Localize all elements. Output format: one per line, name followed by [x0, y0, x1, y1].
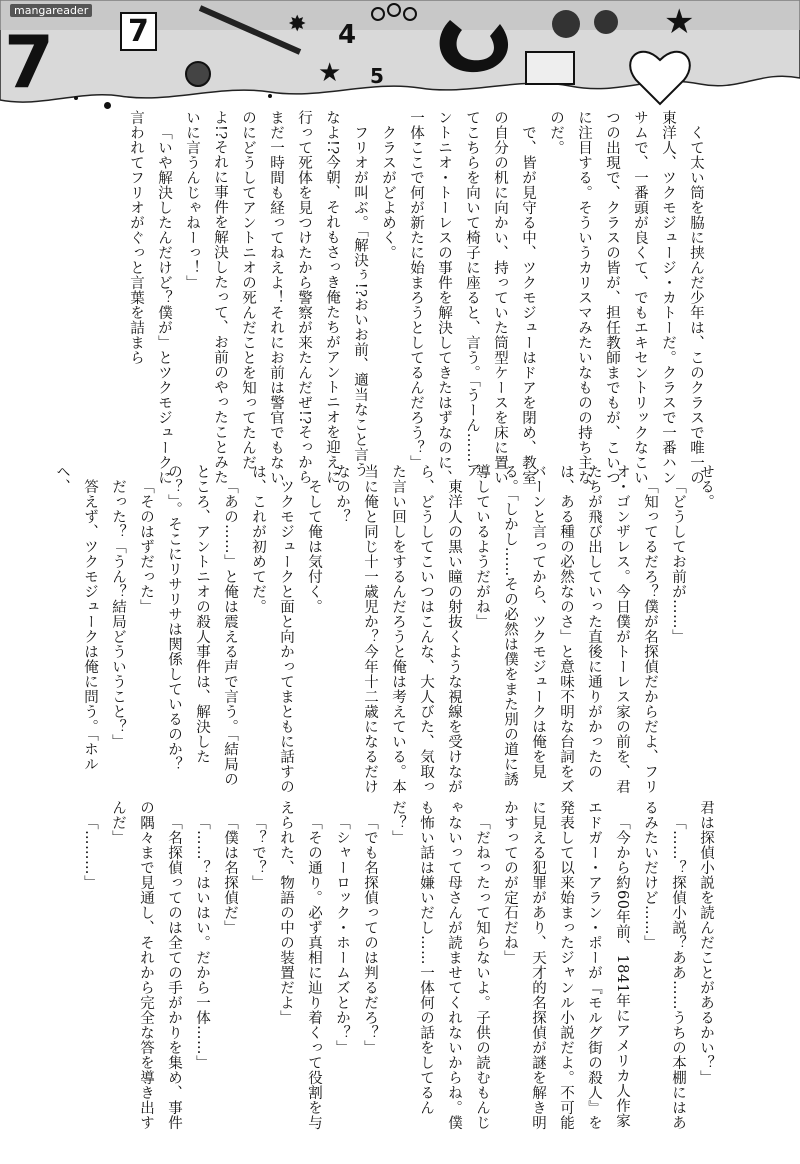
paragraph: 君は探偵小説を読んだことがあるかい？」 — [698, 800, 714, 1085]
text-section-1 — [60, 110, 710, 488]
paragraph: 「……？探偵小説？ああ……うちの本棚にはあるみたいだけど……」 — [642, 800, 686, 1130]
boxed-number: 7 — [120, 12, 157, 51]
star-icon: ★ — [318, 58, 342, 88]
paragraph: 「その通り。必ず真相に辿り着くって役割を与えられた、物語の中の装置だよ」 — [278, 800, 322, 1130]
decorative-banner — [0, 0, 800, 112]
paragraph: 「シャーロック・ホームズとか？」 — [334, 814, 350, 1055]
monitor-shape — [526, 52, 574, 84]
paragraph: くて太い筒を脇に挟んだ少年は、このクラスで唯一の東洋人、ツクモジュージ・カトーだ。クラスで一番ハンサムで、一番頭が良くて、でもエキセントリックなこいつの出現で、クラスの皆が、担任教師までもが、こいつに注目する。そういうカリスマみたいなものの持ち主なのだ。 — [548, 110, 704, 485]
paragraph: 「名探偵ってのは全ての手がかりを集め、事件の隅々まで見通し、それから完全な答を導き出すんだ」 — [110, 800, 182, 1130]
big-number: 7 — [4, 20, 55, 104]
paragraph: 「今から約60年前、1841年にアメリカ人作家エドガー・アラン・ポーが『モルグ街の殺人』を発表して以来始まったジャンル小説だよ。不可能に見える犯罪があり、天才的名探偵が謎を解き明かすってのが定石だね」 — [502, 800, 630, 1130]
paragraph: 「だねったって知らないよ。子供の読むもんじゃないって母さんが読ませてくれないからね。僕も怖い話は嫌いだし……一体何の話をしてるんだ？」 — [390, 800, 490, 1130]
paragraph: 「知ってるだろ？僕が名探偵だからだよ、フリオ・ゴンザレス。今日僕がトーレス家の前を、君たちが飛び出していった直後に通りがかったのは、ある種の必然なのさ」と意味不明な台詞をズバーンと言ってから、ツクモジュークは俺を見る。「しかし……その必然は僕をまた別の道に誘導しているようだがね」 — [474, 464, 658, 794]
paragraph: 「？で？」 — [250, 814, 266, 890]
paragraph: 「どうしてお前が……」 — [670, 478, 686, 644]
paragraph: せる。 — [698, 464, 714, 509]
dot-decoration — [268, 94, 272, 98]
star-outline-icon: ★ — [664, 2, 695, 42]
heart-shape — [630, 52, 690, 104]
paragraph: 答えず、ツクモジュークは俺に問う。「ホルヘ、 — [54, 464, 98, 772]
sparkle-icon: ✸ — [288, 12, 307, 37]
paragraph: 「いや解決したんだけど？僕が」とツクモジュークに言われてフリオがぐっと言葉を詰まら — [128, 110, 172, 485]
paragraph: で、皆が見守る中、ツクモジューはドアを閉め、教室の自分の机に向かい、持っていた筒型ケースを床に置いてこちらを向いて椅子に座ると、言う。「うーん……アントニオ・トーレスの事件を解決してきたはずなのに、一体ここで何が新たに始まろうとしてるんだろう？」 — [408, 110, 536, 485]
paragraph: ツクモジュークと面と向かってまともに話すのは、これが初めてだ。 — [250, 464, 294, 794]
paragraph: だった？「うん？結局どういうこと？」 — [110, 478, 126, 749]
number-four: 4 — [338, 20, 357, 50]
paragraph: フリオが叫ぶ。「解決ぅ!?おいお前、適当なこと言うなよ!?今朝、それもさっき俺たちがアントニオを迎えに行って死体を見つけたから警察が来たんだぜ!?そっからまだ一時間も経ってねえよ！それにお前は警官でもないのにどうしてアントニオの死んだことを知ってたんだよ!?それに事件を解決したって、お前のやったことみたいに言うんじゃねーっ！」 — [184, 110, 368, 485]
dot-decoration — [104, 102, 111, 109]
paragraph: 「……？はいはい。だから一体……」 — [194, 814, 210, 1070]
text-section-2 — [54, 464, 720, 794]
paragraph: 東洋人の黒い瞳の射抜くような視線を受けながら、どうしてこいつはこんな、大人びた、気取った言い回しをするんだろうと俺は考えている。本当に俺と同じ十一歳児か？今年十二歳になるだけなのか？ — [334, 464, 462, 794]
paragraph: 「でも名探偵ってのは判るだろ？」 — [362, 814, 378, 1055]
paragraph: そして俺は気付く。 — [306, 478, 322, 614]
watermark: mangareader — [10, 4, 92, 17]
paragraph: クラスがどよめく。 — [380, 124, 396, 260]
dot-decoration — [74, 96, 78, 100]
number-five: 5 — [370, 64, 384, 88]
paragraph: 「そのはずだった」 — [138, 478, 154, 614]
paragraph: 「僕は名探偵だ」 — [222, 814, 238, 935]
text-section-3 — [70, 800, 720, 1138]
paragraph: 「………」 — [82, 814, 98, 890]
orb-shape — [186, 62, 210, 86]
paragraph: 「あの……」と俺は震える声で言う。「結局のところ、アントニオの殺人事件は、解決したの？」。そこにリサリサは関係しているのか？ — [166, 464, 238, 787]
